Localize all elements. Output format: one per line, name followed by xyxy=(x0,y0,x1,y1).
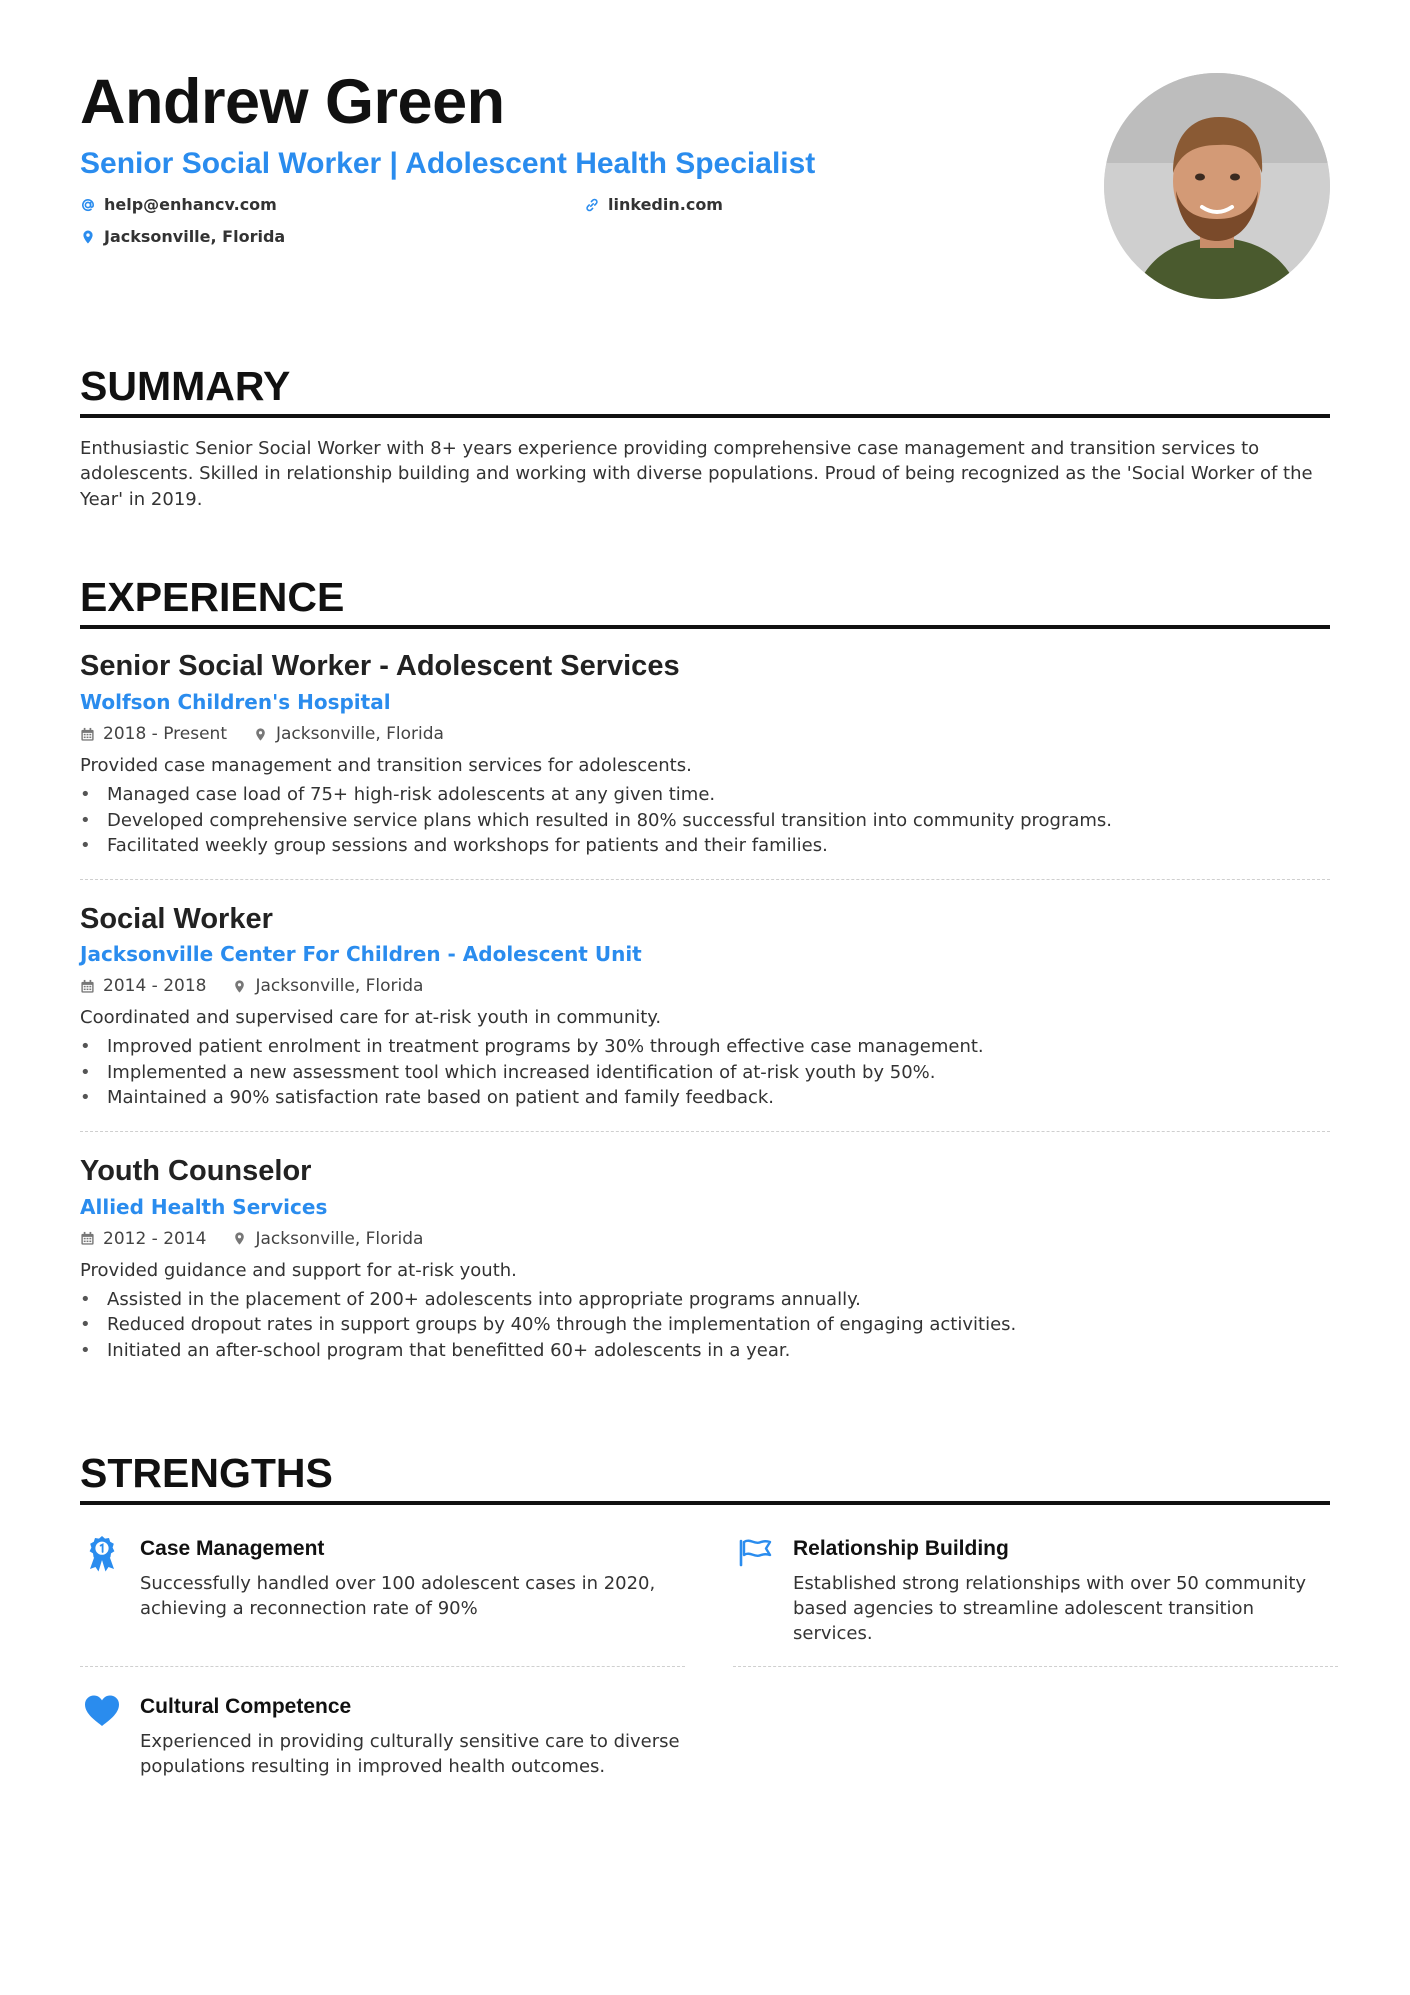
job-title: Youth Counselor xyxy=(80,1154,312,1187)
contact-email-text: help@enhancv.com xyxy=(104,195,277,214)
job-bullet: • Implemented a new assessment tool which increased identification of at-risk youth by 50%. xyxy=(80,1060,1330,1086)
summary-text: Enthusiastic Senior Social Worker with 8+ years experience providing comprehensive case management and transition services to adolescents. Skilled in relationship building and working with diverse populations. Proud of being recognized as the 'Social Worker of the Year' in 2019. xyxy=(80,437,1313,510)
job-meta xyxy=(80,724,1330,744)
map-pin-icon xyxy=(232,1231,247,1246)
job-bullet: • Assisted in the placement of 200+ adolescents into appropriate programs annually. xyxy=(80,1287,1330,1313)
contact-email[interactable] xyxy=(80,195,277,214)
job-description: Provided guidance and support for at-risk youth. xyxy=(80,1259,517,1281)
summary-section xyxy=(80,364,1330,512)
job-title: Social Worker xyxy=(80,902,273,935)
job-description: Provided case management and transition services for adolescents. xyxy=(80,755,692,777)
candidate-name: Andrew Green xyxy=(80,67,505,137)
strength-body xyxy=(140,1691,685,1779)
job-company: Wolfson Children's Hospital xyxy=(80,690,391,715)
job-entry xyxy=(80,649,1330,879)
job-bullet: • Facilitated weekly group sessions and workshops for patients and their families. xyxy=(80,833,1330,859)
candidate-role: Senior Social Worker | Adolescent Health Specialist xyxy=(80,147,816,180)
strengths-section xyxy=(80,1451,1330,1799)
job-title: Senior Social Worker - Adolescent Services xyxy=(80,650,680,683)
job-dates-text: 2018 - Present xyxy=(103,724,227,745)
contact-location-text: Jacksonville, Florida xyxy=(104,227,286,246)
job-location-text: Jacksonville, Florida xyxy=(255,1228,424,1249)
job-bullet: • Developed comprehensive service plans which resulted in 80% successful transition into community programs. xyxy=(80,808,1330,834)
job-bullet: • Managed case load of 75+ high-risk adolescents at any given time. xyxy=(80,782,1330,808)
calendar-icon xyxy=(80,979,95,994)
job-company: Allied Health Services xyxy=(80,1194,328,1219)
strength-title: Cultural Competence xyxy=(140,1695,352,1719)
strengths-grid xyxy=(80,1527,1330,1799)
job-description: Coordinated and supervised care for at-risk youth in community. xyxy=(80,1007,662,1029)
strengths-heading: STRENGTHS xyxy=(80,1451,1330,1505)
link-icon xyxy=(584,197,600,213)
job-bullets xyxy=(80,782,1330,859)
contact-location xyxy=(80,227,285,246)
at-sign-icon xyxy=(80,197,96,213)
job-entry xyxy=(80,902,1330,1132)
strength-description: Successfully handled over 100 adolescent cases in 2020, achieving a reconnection rate of 90% xyxy=(140,1573,656,1620)
job-company: Jacksonville Center For Children - Adolescent Unit xyxy=(80,942,642,967)
experience-heading: EXPERIENCE xyxy=(80,575,1330,629)
calendar-icon xyxy=(80,727,95,742)
job-entry xyxy=(80,1154,1330,1383)
portrait-illustration xyxy=(1104,73,1330,299)
job-dates-text: 2012 - 2014 xyxy=(103,1228,207,1249)
job-bullets xyxy=(80,1034,1330,1111)
job-bullet: • Initiated an after-school program that benefitted 60+ adolescents in a year. xyxy=(80,1338,1330,1364)
job-bullet: • Improved patient enrolment in treatment programs by 30% through effective case management. xyxy=(80,1034,1330,1060)
experience-section xyxy=(80,575,1330,1383)
strength-body xyxy=(793,1533,1338,1646)
job-dates xyxy=(80,724,227,744)
contact-linkedin[interactable] xyxy=(584,195,723,214)
job-bullet: • Maintained a 90% satisfaction rate based on patient and family feedback. xyxy=(80,1085,1330,1111)
job-location xyxy=(253,724,444,744)
strength-description: Experienced in providing culturally sensitive care to diverse populations resulting in improved health outcomes. xyxy=(140,1731,680,1778)
flag-icon xyxy=(735,1533,775,1573)
job-bullet: • Reduced dropout rates in support groups by 40% through the implementation of engaging activities. xyxy=(80,1312,1330,1338)
strength-item xyxy=(733,1527,1338,1667)
strength-title: Case Management xyxy=(140,1537,325,1561)
calendar-icon xyxy=(80,1231,95,1246)
strength-description: Established strong relationships with over 50 community based agencies to streamline adolescent transition services. xyxy=(793,1573,1307,1645)
job-dates-text: 2014 - 2018 xyxy=(103,976,207,997)
job-location xyxy=(232,976,423,996)
map-pin-icon xyxy=(80,229,96,245)
strength-title: Relationship Building xyxy=(793,1537,1009,1561)
strength-body xyxy=(140,1533,685,1646)
map-pin-icon xyxy=(232,979,247,994)
profile-photo xyxy=(1104,73,1330,299)
job-bullets xyxy=(80,1287,1330,1364)
summary-heading: SUMMARY xyxy=(80,364,1330,418)
strength-item xyxy=(80,1685,685,1799)
job-location xyxy=(232,1229,423,1249)
job-location-text: Jacksonville, Florida xyxy=(255,976,424,997)
resume-header xyxy=(80,0,1330,330)
job-location-text: Jacksonville, Florida xyxy=(276,724,444,745)
job-dates xyxy=(80,976,206,996)
job-list xyxy=(80,649,1330,1383)
contact-linkedin-text: linkedin.com xyxy=(608,195,723,214)
award-ribbon-icon xyxy=(82,1533,122,1573)
job-dates xyxy=(80,1229,206,1249)
map-pin-icon xyxy=(253,727,268,742)
job-meta xyxy=(80,976,1330,996)
strength-item xyxy=(80,1527,685,1667)
heart-icon xyxy=(82,1691,122,1731)
job-meta xyxy=(80,1229,1330,1249)
